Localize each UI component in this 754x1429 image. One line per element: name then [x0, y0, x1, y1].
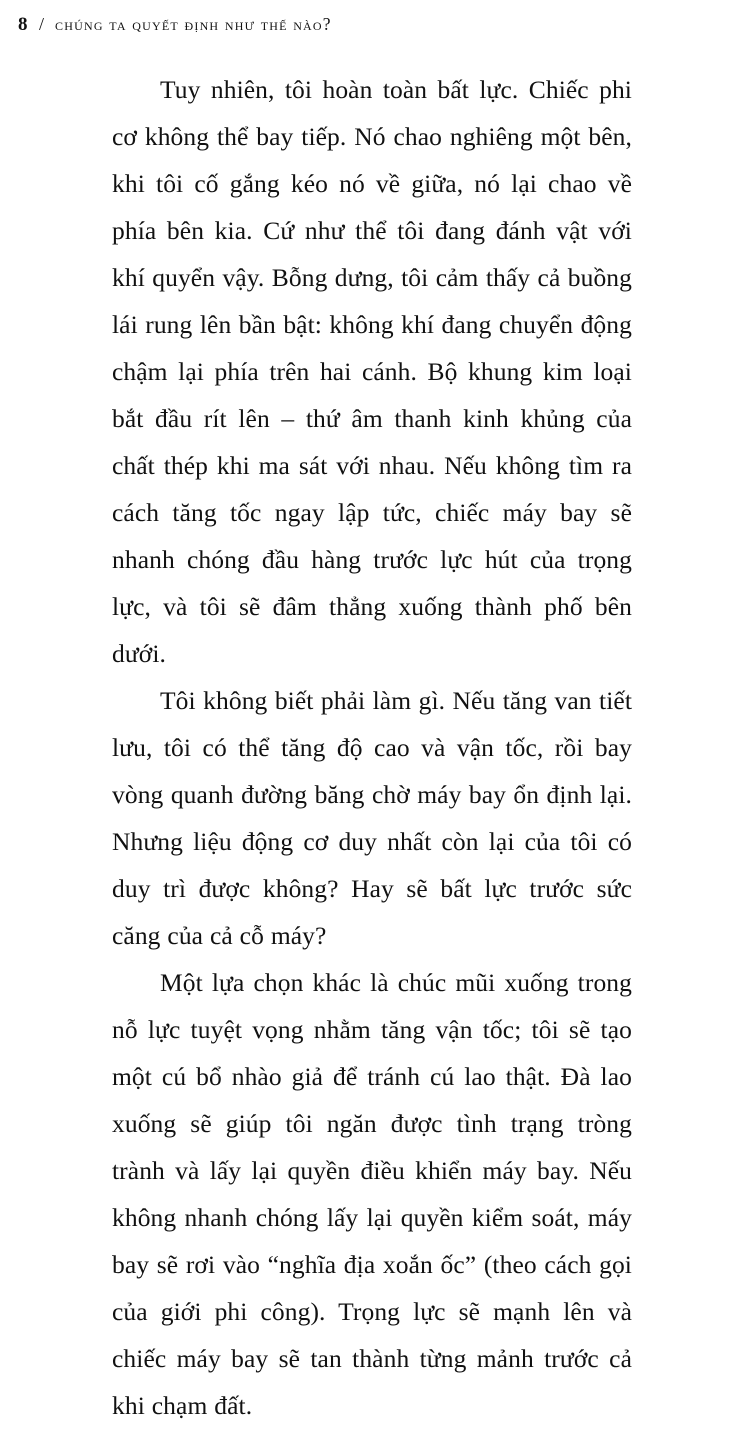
running-head-separator: / [39, 14, 45, 34]
paragraph: Tuy nhiên, tôi hoàn toàn bất lực. Chiếc phi cơ không thể bay tiếp. Nó chao nghiêng một bên, khi tôi cố gắng kéo nó về giữa, nó lại chao về phía bên kia. Cứ như thể tôi đang đánh vật với khí quyển vậy. Bỗng dưng, tôi cảm thấy cả buồng lái rung lên bần bật: không khí đang chuyển động chậm lại phía trên hai cánh. Bộ khung kim loại bắt đầu rít lên – thứ âm thanh kinh khủng của chất thép khi ma sát với nhau. Nếu không tìm ra cách tăng tốc ngay lập tức, chiếc máy bay sẽ nhanh chóng đầu hàng trước lực hút của trọng lực, và tôi sẽ đâm thẳng xuống thành phố bên dưới. [112, 75, 632, 668]
page-body [112, 66, 632, 1429]
paragraph: Một lựa chọn khác là chúc mũi xuống trong nỗ lực tuyệt vọng nhằm tăng vận tốc; tôi sẽ tạo một cú bổ nhào giả để tránh cú lao thật. Đà lao xuống sẽ giúp tôi ngăn được tình trạng tròng trành và lấy lại quyền điều khiển máy bay. Nếu không nhanh chóng lấy lại quyền kiểm soát, máy bay sẽ rơi vào “nghĩa địa xoắn ốc” (theo cách gọi của giới phi công). Trọng lực sẽ mạnh lên và chiếc máy bay sẽ tan thành từng mảnh trước cả khi chạm đất. [112, 968, 632, 1420]
paragraph: Tôi không biết phải làm gì. Nếu tăng van tiết lưu, tôi có thể tăng độ cao và vận tốc, rồi bay vòng quanh đường băng chờ máy bay ổn định lại. Nhưng liệu động cơ duy nhất còn lại của tôi có duy trì được không? Hay sẽ bất lực trước sức căng của cả cỗ máy? [112, 686, 632, 950]
running-head [18, 14, 736, 36]
page-number: 8 [18, 14, 28, 35]
chapter-title: chúng ta quyết định như thế nào? [55, 14, 332, 34]
